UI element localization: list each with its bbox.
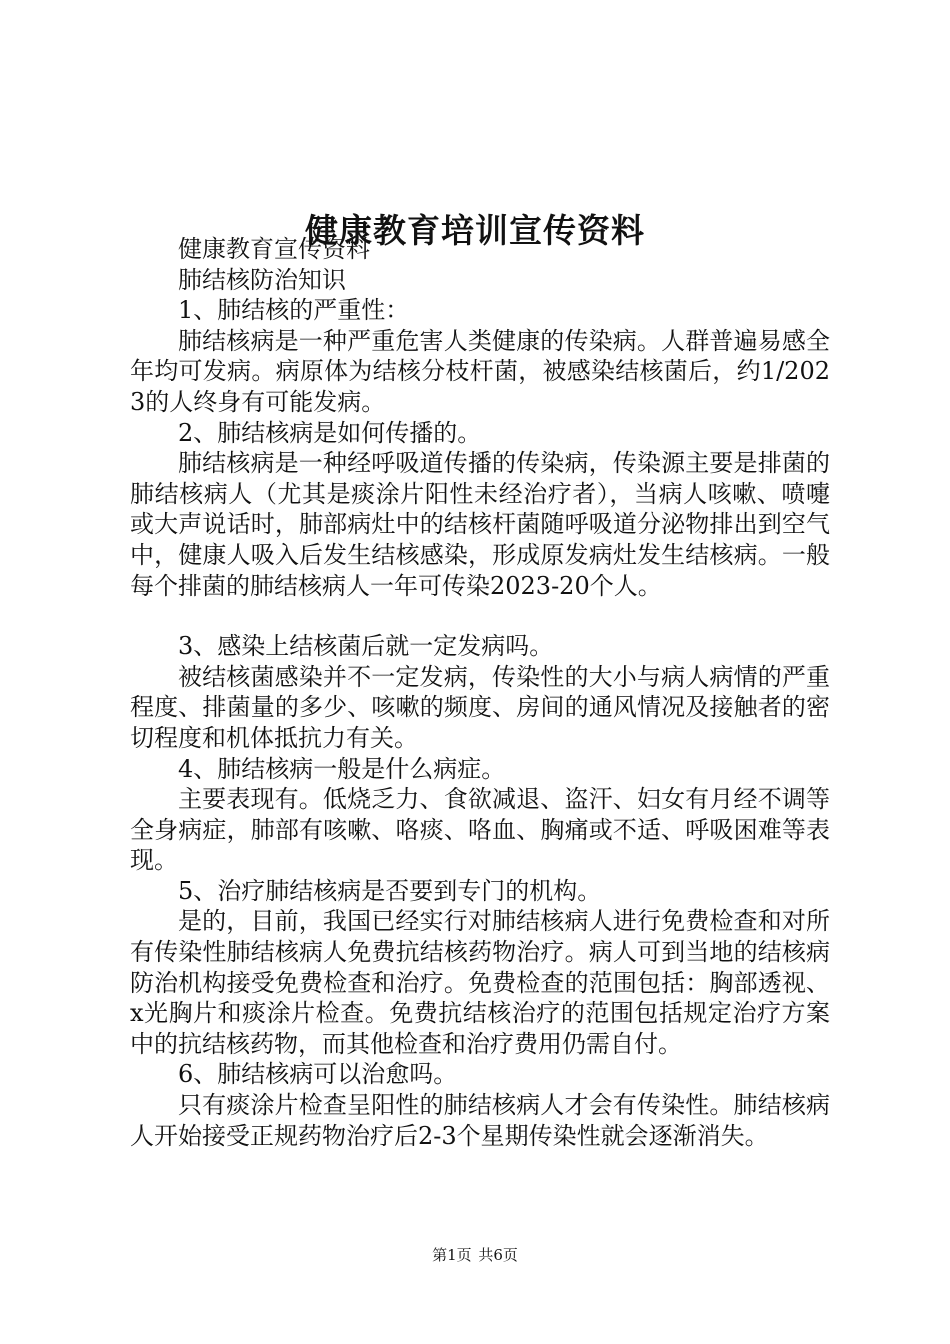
section-heading-2: 2、肺结核病是如何传播的。	[178, 418, 482, 447]
section-heading-1: 1、肺结核的严重性：	[178, 296, 410, 325]
section-body-5: 是的，目前，我国已经实行对肺结核病人进行免费检查和对所有传染性肺结核病人免费抗结核药物治疗。病人可到当地的结核病防治机构接受免费检查和治疗。免费检查的范围包括：胸部透视、x光胸片和痰涂片检查。免费抗结核治疗的范围包括规定治疗方案中的抗结核药物，而其他检查和治疗费用仍需自付。	[130, 907, 830, 1058]
section-heading-5: 5、治疗肺结核病是否要到专门的机构。	[178, 876, 602, 905]
section-body-3: 被结核菌感染并不一定发病，传染性的大小与病人病情的严重程度、排菌量的多少、咳嗽的频度、房间的通风情况及接触者的密切程度和机体抵抗力有关。	[130, 662, 830, 752]
section-heading-4: 4、肺结核病一般是什么病症。	[178, 754, 506, 783]
paragraph-heading-tb-knowledge: 肺结核防治知识	[178, 265, 346, 294]
section-heading-3: 3、感染上结核菌后就一定发病吗。	[178, 632, 554, 661]
paragraph-heading-publicity: 健康教育宣传资料	[178, 235, 370, 263]
section-heading-6: 6、肺结核病可以治愈吗。	[178, 1060, 458, 1089]
section-body-6: 只有痰涂片检查呈阳性的肺结核病人才会有传染性。肺结核病人开始接受正规药物治疗后2-3个星期传染性就会逐渐消失。	[130, 1091, 830, 1150]
page-total: 共6页	[478, 1246, 518, 1264]
page-number: 第1页	[432, 1246, 472, 1264]
section-body-4: 主要表现有。低烧乏力、食欲减退、盗汗、妇女有月经不调等全身病症，肺部有咳嗽、咯痰、咯血、胸痛或不适、呼吸困难等表现。	[130, 785, 830, 875]
document-title: 健康教育培训宣传资料	[305, 211, 645, 251]
section-body-2: 肺结核病是一种经呼吸道传播的传染病，传染源主要是排菌的肺结核病人（尤其是痰涂片阳性未经治疗者），当病人咳嗽、喷嚏或大声说话时，肺部病灶中的结核杆菌随呼吸道分泌物排出到空气中，健康人吸入后发生结核感染，形成原发病灶发生结核病。一般每个排菌的肺结核病人一年可传染2023-20个人。	[130, 449, 830, 600]
section-body-1: 肺结核病是一种严重危害人类健康的传染病。人群普遍易感全年均可发病。病原体为结核分枝杆菌，被感染结核菌后，约1/2023的人终身有可能发病。	[130, 326, 830, 416]
document-body	[130, 234, 830, 1151]
page-footer	[0, 1245, 950, 1265]
